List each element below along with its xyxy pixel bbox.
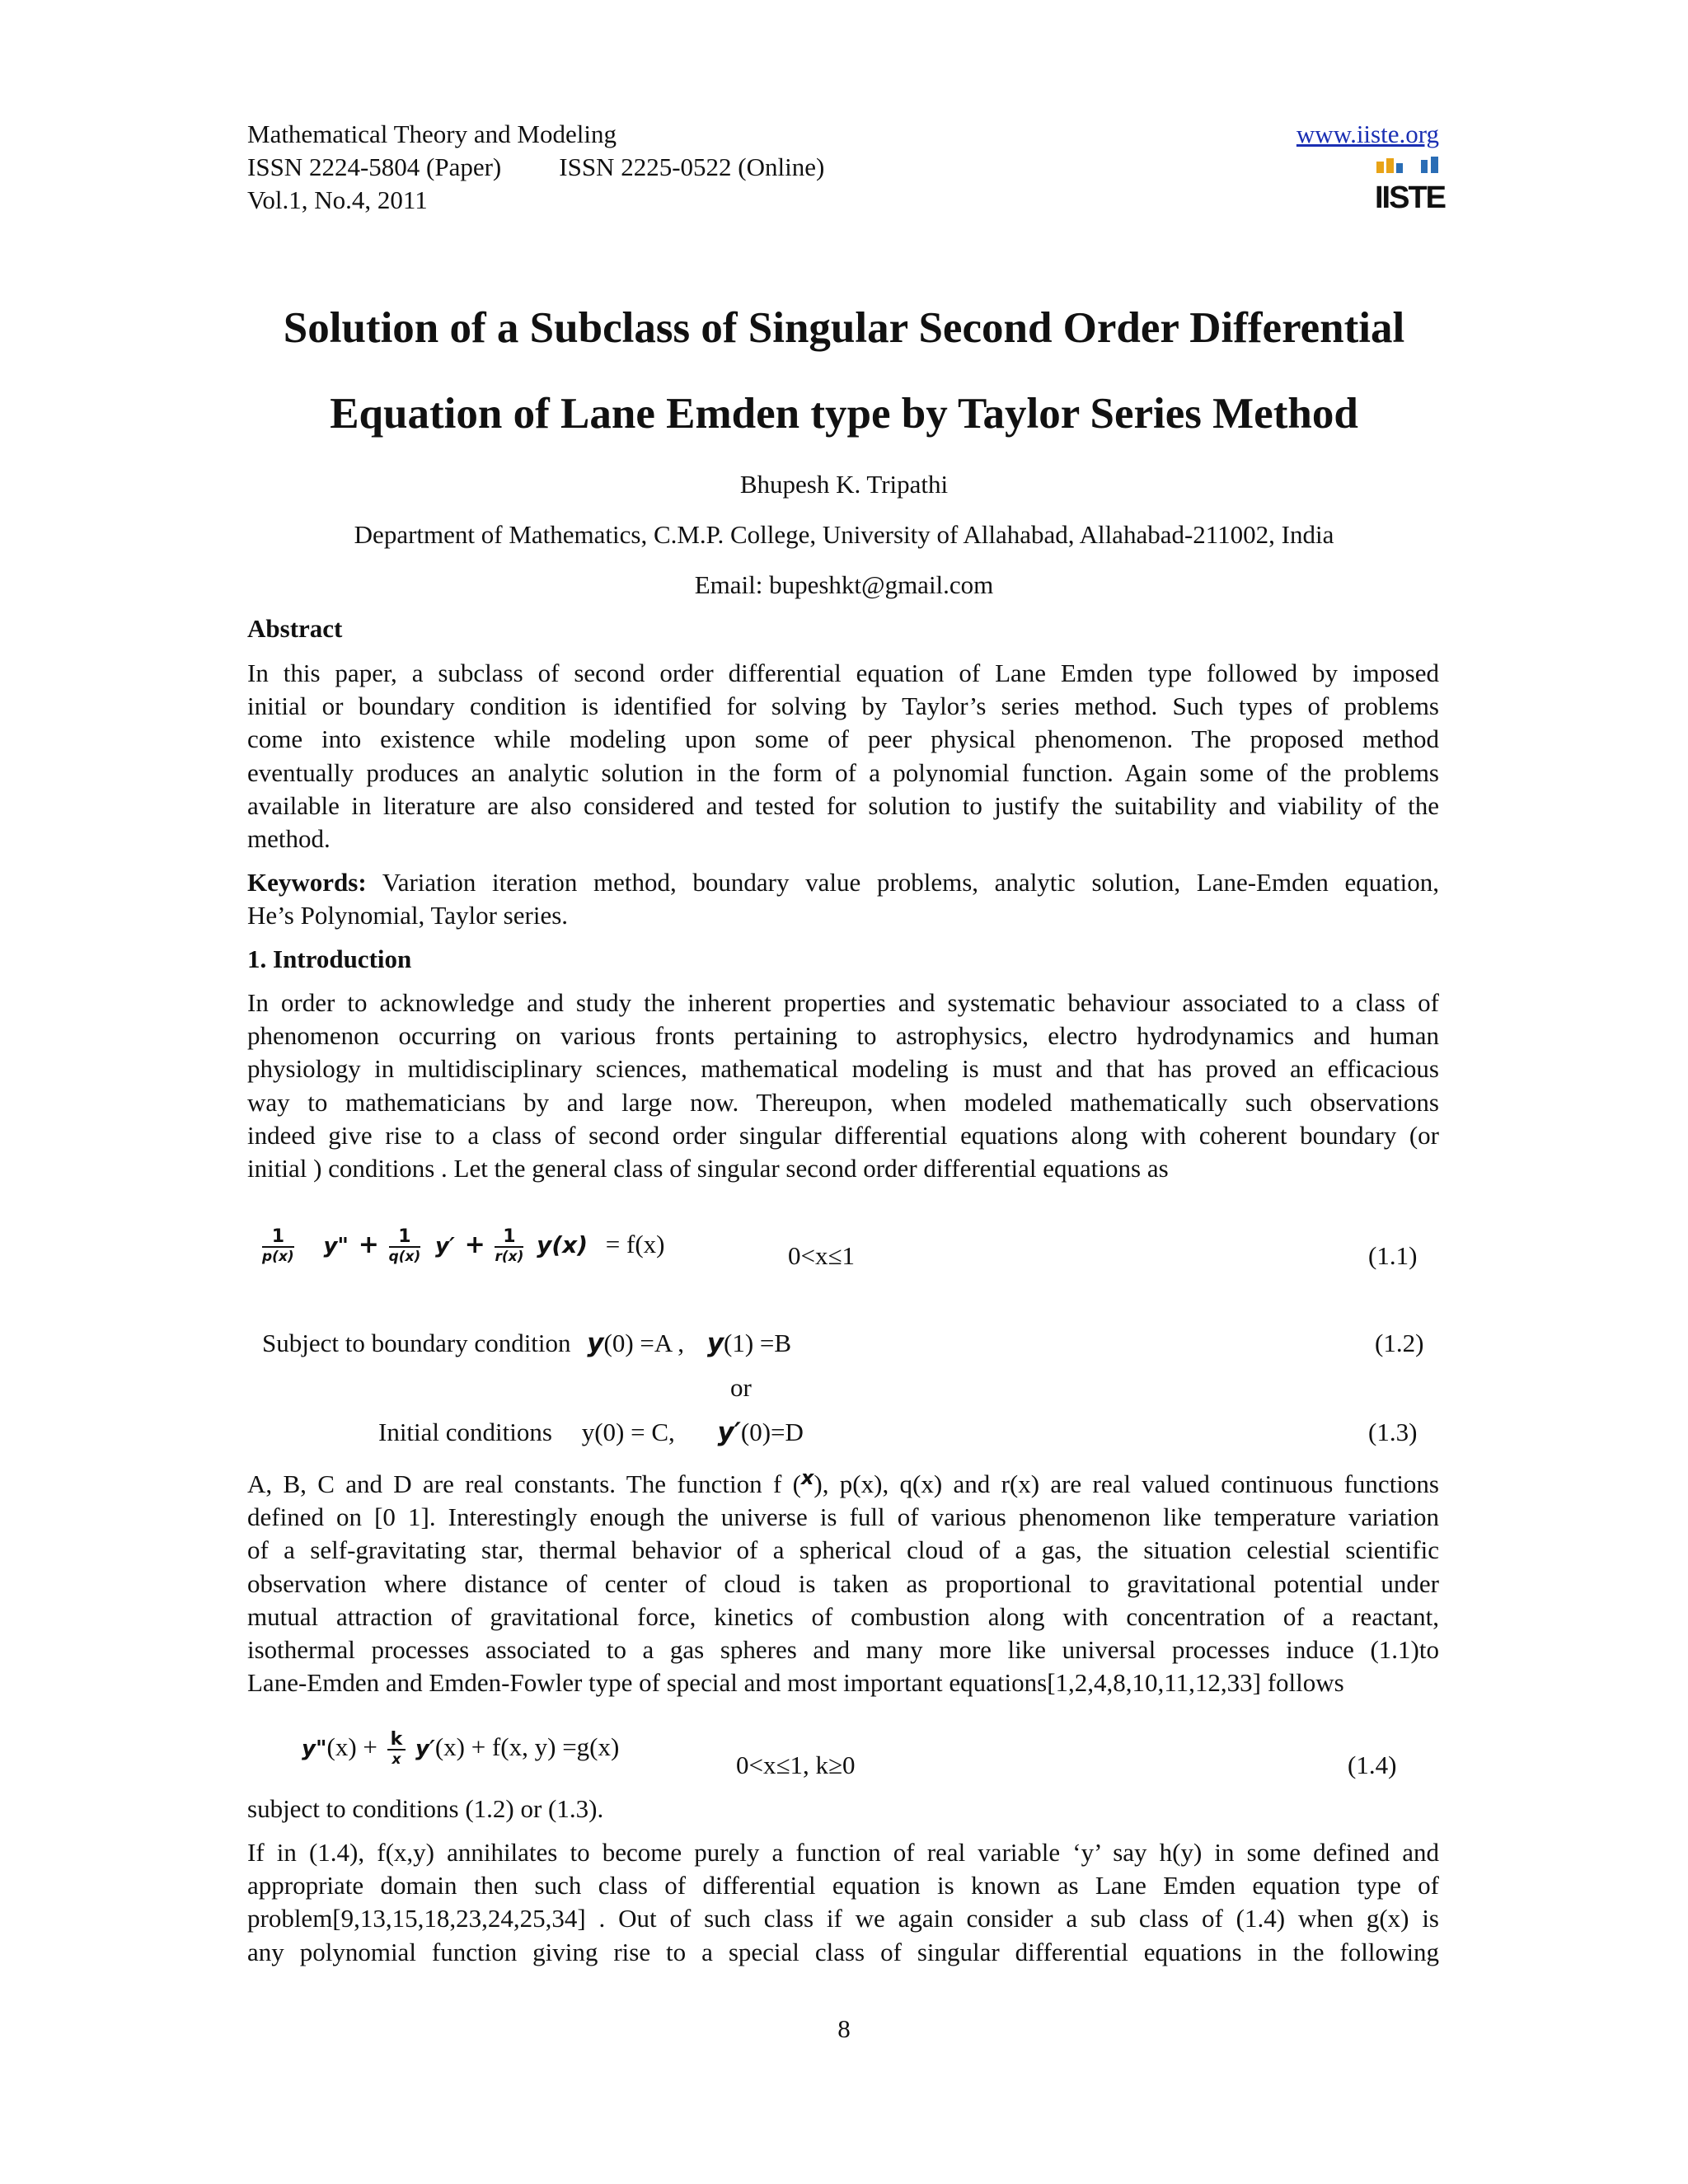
page-number: 8: [837, 2014, 851, 2043]
para2-line: Lane-Emden and Emden-Fowler type of special and most important equations[1,2,4,8,10,11,12,33] follows: [247, 1668, 1344, 1698]
author-affiliation: Department of Mathematics, C.M.P. College, University of Allahabad, Allahabad-211002, India: [354, 520, 1334, 549]
issn-paper: ISSN 2224-5804 (Paper): [247, 152, 502, 181]
para2-line: isothermal processes associated to a gas spheres and many more like universal processes induce (1.1)to: [247, 1635, 1439, 1665]
plus-sign: +: [464, 1230, 485, 1260]
y-symbol: y: [587, 1329, 604, 1358]
keywords-text-2: He’s Polynomial, Taylor series.: [247, 901, 569, 930]
author-name: Bhupesh K. Tripathi: [739, 470, 949, 499]
plus-sign: +: [358, 1230, 379, 1260]
para2-line: of a self-gravitating star, thermal behavior of a spherical cloud of a gas, the situation celestial scientific: [247, 1535, 1439, 1565]
equation-1-1: [262, 1228, 664, 1287]
y-double-prime: y": [323, 1234, 349, 1259]
intro-line: physiology in multidisciplinary sciences, mathematical modeling is must and that has proved an efficacious: [247, 1054, 1439, 1084]
journal-header: [247, 118, 1451, 217]
issn-online: ISSN 2225-0522 (Online): [559, 152, 825, 181]
logo-text: IISTE: [1375, 180, 1446, 215]
fraction-k-over-x: $\frac{k}{x}$: [387, 1731, 406, 1769]
equation-1-3-number: (1.3): [1368, 1418, 1418, 1446]
fraction-1-over-p: $\frac{1}{p(x)}$: [262, 1226, 294, 1265]
volume-info: Vol.1, No.4, 2011: [247, 185, 428, 214]
eq-part-b: (x) + f(x, y) =g(x): [434, 1732, 620, 1762]
journal-name: Mathematical Theory and Modeling: [247, 120, 617, 148]
keywords-label: Keywords:: [247, 868, 367, 897]
introduction-heading: 1. Introduction: [247, 944, 412, 973]
equation-1-2-number: (1.2): [1375, 1329, 1424, 1357]
intro-line: initial ) conditions . Let the general class of singular second order differential equations as: [247, 1154, 1169, 1183]
paper-title-line-1: Solution of a Subclass of Singular Second Order Differential: [283, 304, 1405, 352]
para3-line: problem[9,13,15,18,23,24,25,34] . Out of such class if we again consider a sub class of (1.4) when g(x) is: [247, 1904, 1439, 1933]
abstract-line: method.: [247, 824, 331, 854]
para3-line: If in (1.4), f(x,y) annihilates to become purely a function of real variable ‘y’ say h(y) in some defined and: [247, 1838, 1439, 1867]
y-symbol: y: [706, 1329, 724, 1358]
equation-1-4-number: (1.4): [1348, 1750, 1397, 1779]
abstract-heading: Abstract: [247, 614, 343, 643]
intro-line: phenomenon occurring on various fronts pertaining to astrophysics, electro hydrodynamics and human: [247, 1021, 1439, 1051]
para2-line: observation where distance of center of cloud is taken as proportional to gravitational potential under: [247, 1568, 1439, 1598]
para2-line: mutual attraction of gravitational force, kinetics of combustion along with concentration of a reactant,: [247, 1601, 1439, 1631]
abstract-line: initial or boundary condition is identified for solving by Taylor’s series method. Such types of problems: [247, 691, 1439, 721]
x-symbol: x: [800, 1466, 814, 1489]
abstract-line: available in literature are also considered and tested for solution to justify the suitability and viability of the: [247, 790, 1439, 820]
iiste-logo: [1375, 157, 1446, 223]
condition-y0: (0) =A ,: [603, 1329, 685, 1357]
y-of-x: y(x): [537, 1231, 588, 1259]
y-prime-symbol: y′: [717, 1418, 741, 1447]
y-prime: y′: [435, 1234, 455, 1259]
condition-yprime-d: (0)=D: [740, 1418, 804, 1446]
equation-1-2: [262, 1329, 791, 1358]
abstract-line: In this paper, a subclass of second order differential equation of Lane Emden type followed by imposed: [247, 658, 1439, 687]
paragraph-2: [247, 1461, 1439, 1699]
paragraph-3: [247, 1836, 1439, 1969]
author-email: Email: bupeshkt@gmail.com: [694, 570, 994, 599]
y-double-prime: y": [302, 1736, 327, 1762]
condition-y1: (1) =B: [724, 1329, 792, 1357]
journal-url-link[interactable]: www.iiste.org: [1296, 120, 1439, 148]
abstract-line: come into existence while modeling upon some of peer physical phenomenon. The proposed method: [247, 724, 1439, 754]
intro-line: In order to acknowledge and study the inherent properties and systematic behaviour associated to a class of: [247, 988, 1439, 1017]
fraction-1-over-r: $\frac{1}{r(x)}$: [495, 1226, 524, 1265]
introduction-body: [247, 987, 1439, 1185]
eq-part-a: (x) +: [326, 1732, 377, 1762]
paper-title-line-2: Equation of Lane Emden type by Taylor Series Method: [330, 390, 1358, 438]
equation-1-3: [378, 1418, 804, 1447]
subject-to-conditions: subject to conditions (1.2) or (1.3).: [247, 1794, 604, 1823]
equation-1-4: [302, 1731, 619, 1790]
keywords: [247, 866, 1439, 932]
fraction-1-over-q: $\frac{1}{q(x)}$: [388, 1226, 421, 1265]
boundary-condition-label: Subject to boundary condition: [262, 1329, 571, 1357]
equation-1-1-domain: 0<x≤1: [788, 1241, 855, 1270]
abstract-body: [247, 657, 1439, 855]
condition-y0-c: y(0) = C,: [581, 1418, 675, 1446]
para2-line-1: A, B, C and D are real constants. The function f ($^x$), p(x), q(x) and r(x) are real valued continuous functions: [247, 1466, 1439, 1498]
equation-1-1-number: (1.1): [1368, 1241, 1418, 1270]
intro-line: indeed give rise to a class of second order singular differential equations along with coherent boundary (or: [247, 1120, 1439, 1150]
abstract-line: eventually produces an analytic solution in the form of a polynomial function. Again some of the problems: [247, 757, 1439, 787]
equation-1-4-domain: 0<x≤1, k≥0: [736, 1750, 856, 1779]
keywords-text-1: Variation iteration method, boundary value problems, analytic solution, Lane-Emden equation,: [366, 868, 1439, 897]
para3-line: appropriate domain then such class of differential equation is known as Lane Emden equation type of: [247, 1871, 1439, 1900]
intro-line: way to mathematicians by and large now. Thereupon, when modeled mathematically such observations: [247, 1087, 1439, 1117]
para3-line: any polynomial function giving rise to a special class of singular differential equations in the following: [247, 1937, 1439, 1966]
or-text: or: [730, 1373, 752, 1402]
y-prime: y′: [415, 1736, 435, 1762]
equation-rhs: = f(x): [605, 1230, 665, 1259]
initial-conditions-label: Initial conditions: [378, 1418, 552, 1446]
para2-line: defined on [0 1]. Interestingly enough the universe is full of various phenomenon like temperature variation: [247, 1502, 1439, 1532]
issn-line: [247, 151, 1451, 184]
